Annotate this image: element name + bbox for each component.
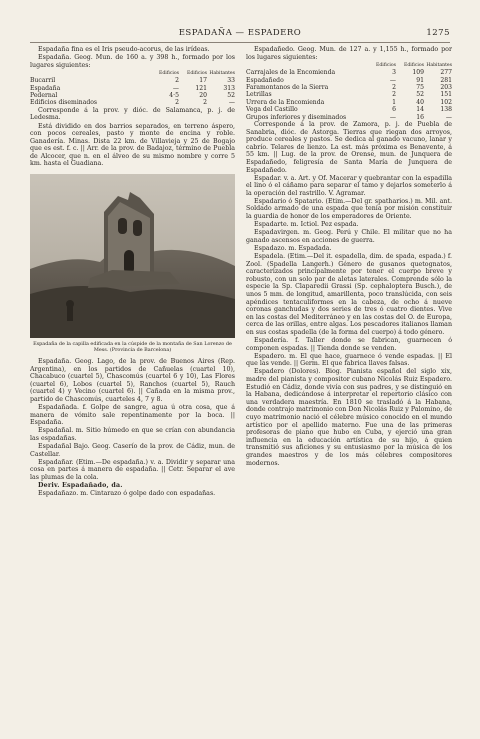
table-row: Urrera de la Encomienda 1 40 102	[246, 98, 452, 106]
table-row: Faramontanos de la Sierra 2 75 203	[246, 83, 452, 91]
entry-espadana-fina: Espadaña fina es el Iris pseudo-acorus, de las irídeas.	[38, 46, 210, 53]
stats-table-espadana	[30, 70, 235, 107]
entry-espadario: Espadario ó Spatario. (Etim.—Del gr. spatharios.) m. Mil. ant. Soldado armado de una espada que tenía por misión constituir la guardia de honor de los emperadores de Oriente.	[246, 197, 452, 221]
entry-espadar: Espadar. v. a. Art. y Of. Macerar y quebrantar con la espadilla el lino ó el cáñamo para separar el tamo y dejarlos someterlo á la operación del rastrillo. V. Agramar.	[246, 174, 452, 197]
table-header-row	[30, 70, 235, 77]
table-row: Espadaña — 121 313	[30, 84, 235, 92]
table-row: Espadañedo — 91 281	[246, 76, 452, 84]
header-rule	[30, 42, 450, 43]
entry-espadanar: Espadañar. (Etim.—De espadaña.) v. a. Dividir y separar una cosa en partes á manera de espadaña. || Cetr. Separar el ave las plumas de la cola.	[30, 458, 235, 481]
right-column	[246, 46, 452, 468]
entry-espadana-description: Está dividido en dos barrios separados, en terreno áspero, con pocos cereales, pasto y monte de encina y roble. Ganadería. Minas. Dista 22 km. de Villavieja y 25 de Bogajo que es est. f. c. || Arr. de la prov. de Badajoz, término de Puebla de Alcocer, que n. en el álveo de su mismo nombre y corre 5 km. hasta el Guadiana.	[30, 122, 235, 168]
entry-espadanedo: Espadañedo. Geog. Mun. de 127 a. y 1,155 h., formado por los lugares siguientes:	[246, 46, 452, 61]
photo-caption: Espadaña de la capilla edificada en la cúspide de la montaña de San Lorenzo de Mess. (Provincia de Barcelona)	[33, 341, 232, 354]
entry-espadanada: Espadañada. f. Golpe de sangre, agua ú otra cosa, que á manera de vómito sale repentinamente por la boca. || Espadaña.	[30, 404, 235, 427]
table-row: Edificios diseminados 2 2 —	[30, 99, 235, 107]
entry-espadero-dolores: Espadero (Dolores). Biog. Pianista español del siglo xix, madre del pianista y compositor cubano Nicolás Ruiz Espadero. Estudió en Cádiz, donde vivía con sus padres, y se distinguió en la Habana, dedicándose á interpretar el repertorio clásico con una verdadera maestría. En 1810 se trasladó á la Habana, donde contrajo matrimonio con Don Nicolás Ruiz y Palomino, de cuyo matrimonio nació el célebre músico conocido en el mundo artístico por el apellido materno. Fue una de las primeras profesoras de piano que hubo en Cuba, y ejerció una gran influencia en la educación artística de su hijo, á quien transmitió sus aficiones y su entusiasmo por la música de los grandes maestros y de los más célebres compositores modernos.	[246, 368, 452, 467]
bell-gable-photo	[30, 174, 235, 338]
table-row: Grupos inferiores y diseminados — 16 —	[246, 113, 452, 121]
entry-espadazo: Espadazo. m. Espadada.	[254, 244, 332, 252]
table-header-row	[246, 62, 452, 69]
bell-gable-illustration	[30, 174, 235, 338]
table-row: Vega del Castillo 6 14 138	[246, 106, 452, 114]
entry-espadarte: Espadarte. m. Ictiol. Pez espada.	[254, 221, 359, 229]
column-header: Edificios	[187, 70, 207, 76]
running-header	[30, 28, 450, 40]
entry-espadanal-bajo: Espadañal Bajo. Geog. Caserío de la prov. de Cádiz, mun. de Castellar.	[30, 443, 235, 458]
column-header: Habitantes	[209, 70, 235, 76]
table-row: Letrillas 2 52 151	[246, 91, 452, 99]
entry-espadana-lago: Espadaña. Geog. Lago, de la prov. de Buenos Aires (Rep. Argentina), en los partidos de Cañuelas (cuartel 10), Chacabuco (cuartel 5), Chascomús (cuartel 6 y 10), Las Flores (cuartel 6), Lobos (cuartel 5), Ranchos (cuartel 5), Rauch (cuartel 4) y Vecino (cuartel 6). || Cañada en la misma prov., partido de Chascomús, cuarteles 4, 7 y 8.	[30, 358, 235, 404]
table-row: Bucarril 2 17 33	[30, 77, 235, 85]
column-header: Edificios	[404, 62, 424, 68]
entry-espadanar-deriv: Deriv. Espadañado, da.	[38, 482, 123, 490]
column-header: Edificios	[159, 70, 179, 76]
column-header: Edificios	[376, 62, 396, 68]
column-header: Habitantes	[426, 62, 452, 68]
stats-table-espadanedo	[246, 62, 452, 121]
entry-espadero: Espadero. m. El que hace, guarnece ó vende espadas. || El que las vende. || Germ. El que fabrica llaves falsas.	[246, 352, 452, 368]
page-number: 1275	[426, 28, 450, 38]
entry-espadanal: Espadañal. m. Sitio húmedo en que se crían con abundancia las espadañas.	[30, 427, 235, 442]
table-row: Pedernal 4·5 20 52	[30, 92, 235, 99]
entry-espadela: Espadela. (Etim.—Del it. espadella, dim. de spada, espada.) f. Zool. (Spadella Langerh.) Género de gusanos quetognatos, caracterizados principalmente por tener el cuerpo breve y robusto, con un solo par de aletas laterales. Comprende sólo la especie la Sp. Claparedii Grassi (Sp. cephaloptera Busch.), de unos 5 mm. de longitud, amarillenta, poco translúcida, con seis apéndices tentaculiformes en la cabeza, de ocho á nueve coronas ganchudas y dos series de tres ó cuatro dientes. Vive en las costas del Mediterráneo y en las costas del O. de Europa, cerca de las orillas, entre algas. Los pescadores italianos llaman en sus costas spadella (de la forma del cuerpo) á todo género.	[246, 253, 452, 336]
entry-espadana-corresponde: Corresponde á la prov. y dióc. de Salamanca, p. j. de Ledesma.	[30, 106, 235, 122]
entry-espadana-geog: Espadaña. Geog. Mun. de 160 a. y 398 h., formado por los lugares siguientes:	[30, 54, 235, 69]
entry-espaderia: Espadería. f. Taller donde se fabrican, guarnecen ó componen espadas. || Tienda donde se venden.	[246, 337, 452, 352]
entry-espadanedo-corresponde: Corresponde á la prov. de Zamora, p. j. de Puebla de Sanabria, dióc. de Astorga. Tierras que riegan dos arroyos, produce cereales y pastos. Se dedica al ganado vacuno, lanar y cabrío. Telares de lienzo. La est. más próxima es Benavente, á 55 km. || Lug. de la prov. de Orense, mun. de Junquera de Espadañedo, feligresía de Santa María de Junquera de Espadañedo.	[246, 120, 452, 174]
entry-espadavirgen: Espadavirgen. m. Geog. Perú y Chile. El militar que no ha ganado ascensos en acciones de guerra.	[246, 229, 452, 244]
table-row: Carrajales de la Encomienda 3 109 277	[246, 69, 452, 77]
running-title: ESPADAÑA — ESPADERO	[178, 28, 302, 38]
entry-espadanazo: Espadañazo. m. Cintarazo ó golpe dado con espadañas.	[38, 490, 216, 498]
left-column	[30, 46, 235, 498]
